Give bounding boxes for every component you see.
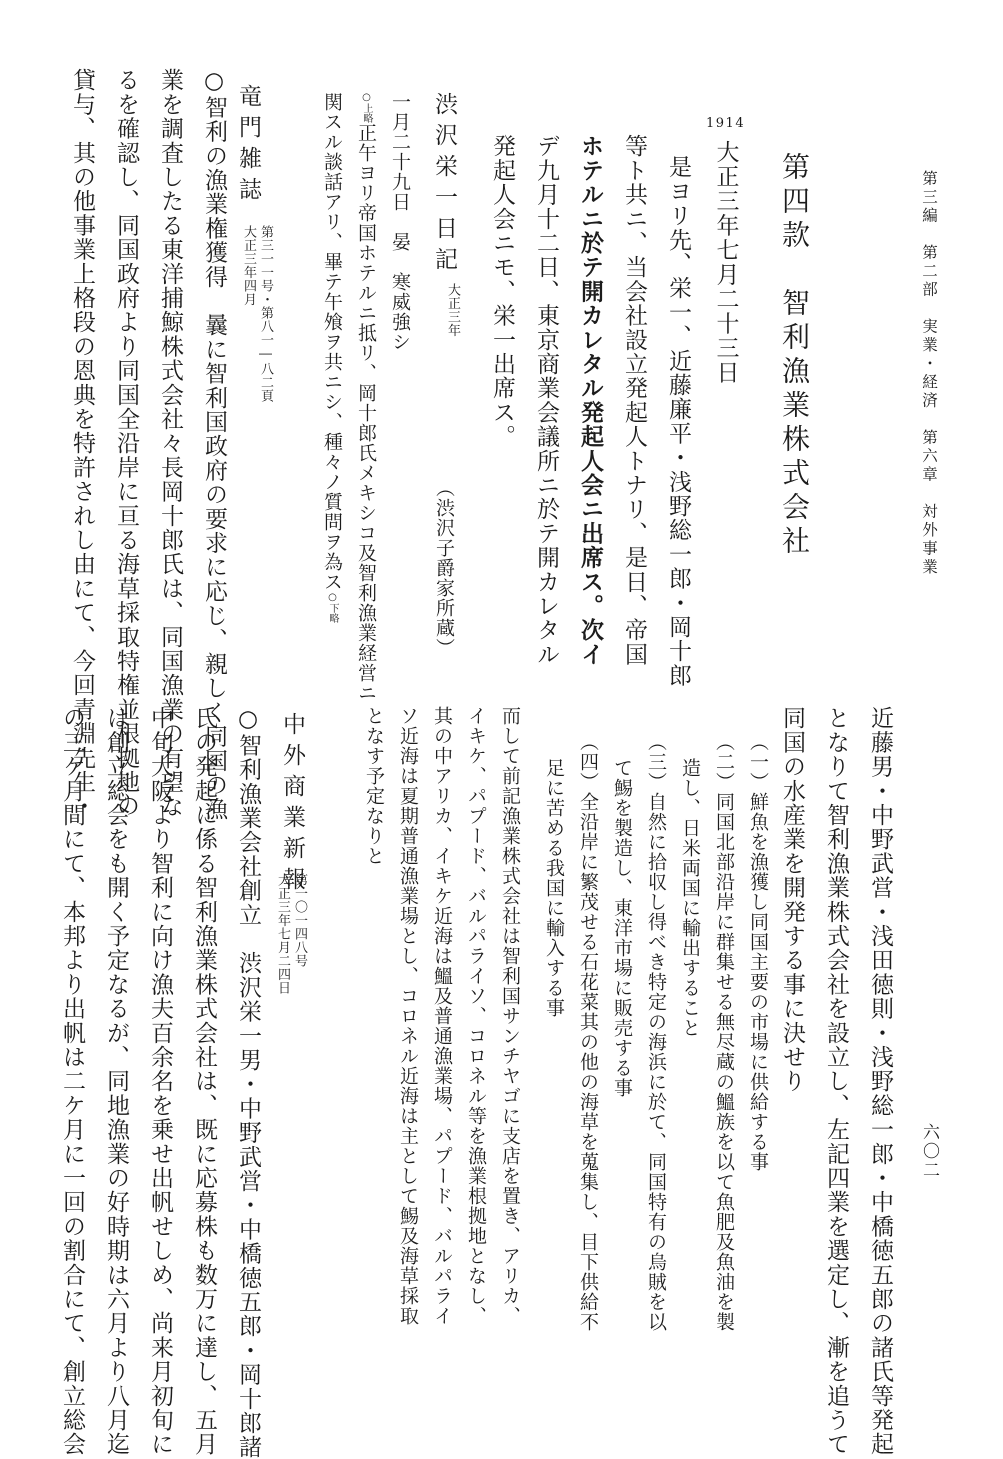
diary-omit-above: ○上略	[361, 92, 372, 123]
source-title-chugai: 中外商業新報	[279, 712, 305, 898]
page-number: 六〇二	[919, 1123, 939, 1180]
list-item-2: （二）同国北部沿岸に群集せる無尽蔵の鰮族を以て魚肥及魚油を製	[713, 732, 735, 1332]
source-meta-ryumon-2: 大正三年四月	[241, 225, 256, 306]
running-header: 第三編 第二部 実業・経済 第六章 対外事業	[920, 170, 938, 577]
year-note: 1914	[706, 116, 746, 131]
section-body-line-3: ホテルニ於テ開カレタル発起人会ニ出席ス。次イ	[577, 134, 604, 667]
section-body-line-5: 発起人会ニモ、栄一出席ス。	[489, 134, 515, 449]
date-text: 大正三年七月二十三日	[712, 140, 739, 385]
source-holder: （渋沢子爵家所蔵）	[433, 478, 455, 658]
section-body-line-2: 等ト共ニ、当会社設立発起人トナリ、是日、帝国	[621, 134, 647, 667]
tail-line-4: ソ近海は夏期普通漁業場とし、コロネル近海は主として鯣及海草採取	[397, 706, 419, 1326]
diary-line-2	[350, 92, 382, 703]
section-body-line-1: 是ヨリ先、栄一、近藤廉平・浅野総一郎・岡十郎	[665, 155, 691, 688]
ryumon-body-line-1: ○智利の漁業権獲得 曩に智利国政府の要求に応じ、親しく同国の漁	[201, 68, 227, 822]
tail-line-5: となす予定なりと	[363, 706, 385, 866]
ryumon-body-line-3: るを確認し、同国政府より同国全沿岸に亘る海草採取特権並根拠地の	[113, 68, 139, 819]
tail-line-3: 其の中アリカ、イキケ近海は鰮及普通漁業場、パプード、バルパライ	[431, 706, 453, 1326]
list-item-4-cont: 足に苦める我国に輸入する事	[543, 758, 565, 1018]
source-title-ryumon: 竜門雑誌	[235, 84, 261, 208]
source-meta-chugai-1: 第一〇一四八号	[292, 873, 307, 968]
chugai-body-line-3: 中旬大阪より智利に向け漁夫百余名を乗せ出帆せしめ、尚来月初旬に	[147, 706, 173, 1457]
list-item-3: （三）自然に拾収し得べき特定の海浜に於て、同国特有の烏賊を以	[645, 732, 667, 1332]
diary-line-3-text: 関スル談話アリ、畢テ午飧ヲ共ニシ、種々ノ質問ヲ為ス	[321, 92, 343, 592]
source-meta-ryumon-1: 第三一一号・第八一―八二頁	[258, 225, 273, 403]
diary-omit-below: ○下略	[327, 592, 338, 623]
chugai-body-line-2: 氏の発起に係る智利漁業株式会社は、既に応募株も数万に達し、五月	[191, 706, 217, 1457]
chugai-body-line-1: ○智利漁業会社創立 渋沢栄一男・中野武営・中橋徳五郎・岡十郎諸	[235, 706, 261, 1459]
continuation-line-2: となりて智利漁業株式会社を設立し、左記四業を選定し、漸を追うて	[823, 706, 849, 1457]
diary-line-2-text: 正午ヨリ帝国ホテルニ抵リ、岡十郎氏メキシコ及智利漁業経営ニ	[355, 123, 377, 703]
section-date	[706, 108, 745, 385]
continuation-line-1: 近藤男・中野武営・浅田徳則・浅野総一郎・中橋徳五郎の諸氏等発起	[867, 706, 893, 1457]
section-body-line-4: デ九月十二日、東京商業会議所ニ於テ開カレタル	[533, 134, 559, 667]
ryumon-body-line-2: 業を調査したる東洋捕鯨株式会社々長岡十郎氏は、同国漁業の有望な	[157, 68, 183, 819]
chugai-body-line-5: の三ケ月間にて、本邦より出帆は二ケ月に一回の割合にて、創立総会	[59, 706, 85, 1457]
chugai-body-line-4: は創立総会をも開く予定なるが、同地漁業の好時期は六月より八月迄	[103, 706, 129, 1457]
list-item-3-cont: て鯣を製造し、東洋市場に販売する事	[611, 758, 633, 1098]
diary-line-3	[316, 92, 348, 623]
list-item-1: （一）鮮魚を漁獲し同国主要の市場に供給する事	[747, 732, 769, 1172]
continuation-line-3: 同国の水産業を開発する事に決せり	[779, 706, 805, 1094]
source-title-diary: 渋沢栄一日記	[431, 92, 457, 278]
list-item-2-cont: 造し、日米両国に輸出すること	[679, 758, 701, 1038]
tail-line-2: イキケ、パプード、バルパライソ、コロネル等を漁業根拠地となし、	[465, 706, 487, 1326]
section-title: 第四款 智利漁業株式会社	[778, 152, 811, 560]
source-meta-diary: 大正三年	[445, 283, 460, 337]
diary-line-1: 一月二十九日 晏 寒威強シ	[389, 92, 411, 352]
ryumon-body-line-4: 貸与、其の他事業上格段の恩典を特許されし由にて、今回青淵先生・	[69, 68, 95, 819]
list-item-4: （四）全沿岸に繁茂せる石花菜其の他の海草を蒐集し、目下供給不	[577, 732, 599, 1332]
tail-line-1: 而して前記漁業株式会社は智利国サンチヤゴに支店を置き、アリカ、	[499, 706, 521, 1326]
source-meta-chugai-2: 大正三年七月二四日	[275, 873, 290, 995]
